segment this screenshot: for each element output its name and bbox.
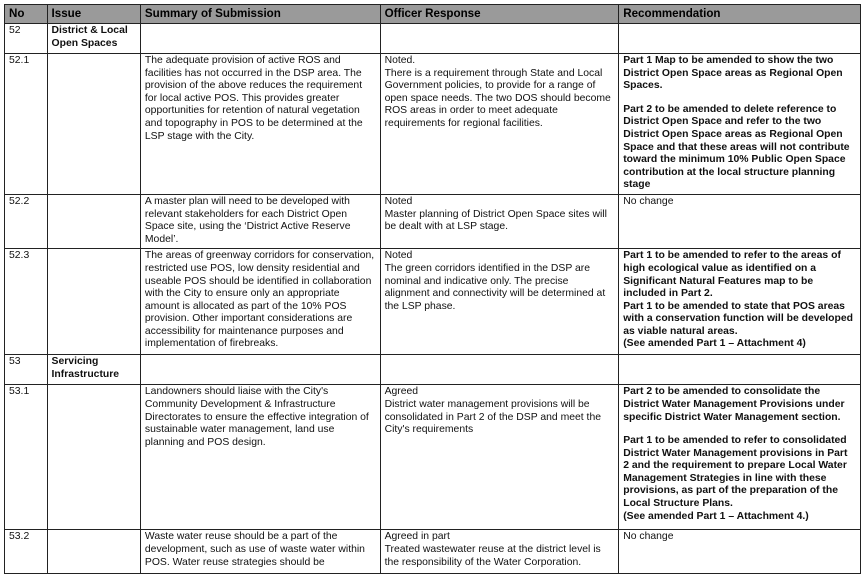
table-row [5,54,861,195]
row-number: 53 [5,355,48,385]
officer-text: Master planning of District Open Space sites will be dealt with at LSP stage. [384,208,607,233]
submissions-table [4,4,861,574]
summary-cell: Landowners should liaise with the City's Community Development & Infrastructure Directorates to ensure the effective integration of sustainable water management, land use planning and POS design. [140,385,380,530]
section-row [5,24,861,54]
issue-cell [47,530,140,574]
row-number: 53.1 [5,385,48,530]
issue-cell [47,385,140,530]
section-issue: District & Local Open Spaces [47,24,140,54]
recommendation-cell [619,355,861,385]
table-row [5,249,861,355]
officer-status: Noted [384,195,413,207]
recommendation-cell [619,385,861,530]
recommendation-cell [619,24,861,54]
officer-status: Noted [384,250,413,262]
officer-status: Agreed [384,386,419,398]
recommendation-text: Part 1 to be amended to refer to consolidated District Water Management provisions in Part 2 and the requirement to prepare Local Water Management Strategies in line with these provisions, as part of the preparation of the Local Structure Plans. [623,435,848,510]
summary-cell [140,355,380,385]
header-no: No [5,5,48,24]
recommendation-cell [619,249,861,355]
officer-cell [380,24,619,54]
recommendation-cell [619,530,861,574]
header-summary: Summary of Submission [140,5,380,24]
issue-cell [47,249,140,355]
recommendation-text: Part 1 to be amended to refer to the areas of high ecological value as identified on a Significant Natural Features map to be included in Part 2. [623,250,841,300]
recommendation-cell [619,54,861,195]
recommendation-reference: (See amended Part 1 – Attachment 4) [623,338,806,350]
recommendation-text: Part 2 to be amended to delete reference to District Open Space and refer to the two District Open Space areas as Regional Open Space and that these areas will not contribute toward the minimum 10% Public Open Space contribution at the local structure planning stage [623,103,850,191]
table-row [5,194,861,248]
officer-status: Agreed in part [384,531,450,543]
row-number: 53.2 [5,530,48,574]
submissions-table-page [4,4,861,574]
summary-cell: The areas of greenway corridors for conservation, restricted use POS, low density residential and useable POS should be identified in collaboration with the City to ensure only an appropriate amount is allocated as part of the 10% POS provision. Other important considerations are accessibility for maintenance purposes and implementation of firebreaks. [140,249,380,355]
issue-cell [47,194,140,248]
table-row [5,530,861,574]
recommendation-text: Part 1 Map to be amended to show the two District Open Space areas as Regional Open Spaces. [623,55,843,92]
row-number: 52.2 [5,194,48,248]
summary-cell: A master plan will need to be developed with relevant stakeholders for each District Open Space site, using the ‘District Active Reserve Model’. [140,194,380,248]
officer-status: Noted. [384,55,416,66]
recommendation-text: No change [623,195,674,207]
recommendation-text: Part 1 to be amended to state that POS areas with a conservation function will be developed as viable natural areas. [623,300,854,337]
officer-cell [380,355,619,385]
table-row [5,385,861,530]
officer-text: There is a requirement through State and Local Government policies, to provide for a range of open space needs. The two DOS should become ROS areas in order to meet adequate requirements for regional facilities. [384,67,611,129]
row-number: 52.3 [5,249,48,355]
officer-text: District water management provisions will be consolidated in Part 2 of the DSP and meet the City's requirements [384,398,601,436]
summary-cell: Waste water reuse should be a part of the development, such as use of waste water within POS. Water reuse strategies should be [140,530,380,574]
row-number: 52.1 [5,54,48,195]
summary-cell [140,24,380,54]
officer-cell [380,194,619,248]
recommendation-text: Part 2 to be amended to consolidate the District Water Management Provisions under specific District Water Management section. [623,386,845,423]
row-number: 52 [5,24,48,54]
officer-cell [380,249,619,355]
header-recommendation: Recommendation [619,5,861,24]
section-issue: Servicing Infrastructure [47,355,140,385]
officer-cell [380,385,619,530]
issue-cell [47,54,140,195]
header-issue: Issue [47,5,140,24]
section-row [5,355,861,385]
officer-text: The green corridors identified in the DSP are nominal and indicative only. The precise alignment and connectivity will be determined at the LSP phase. [384,262,606,312]
table-header-row [5,5,861,24]
officer-cell [380,530,619,574]
recommendation-cell [619,194,861,248]
officer-text: Treated wastewater reuse at the district level is the responsibility of the Water Corporation. [384,543,601,568]
summary-cell: The adequate provision of active ROS and facilities has not occurred in the DSP area. The provision of the above reduces the requirement for local active POS. This provides greater opportunities for retention of natural vegetation and topography in POS to be determined at the LSP stage with the City. [140,54,380,195]
header-officer-response: Officer Response [380,5,619,24]
recommendation-reference: (See amended Part 1 – Attachment 4.) [623,510,809,522]
recommendation-text: No change [623,531,674,543]
officer-cell [380,54,619,195]
